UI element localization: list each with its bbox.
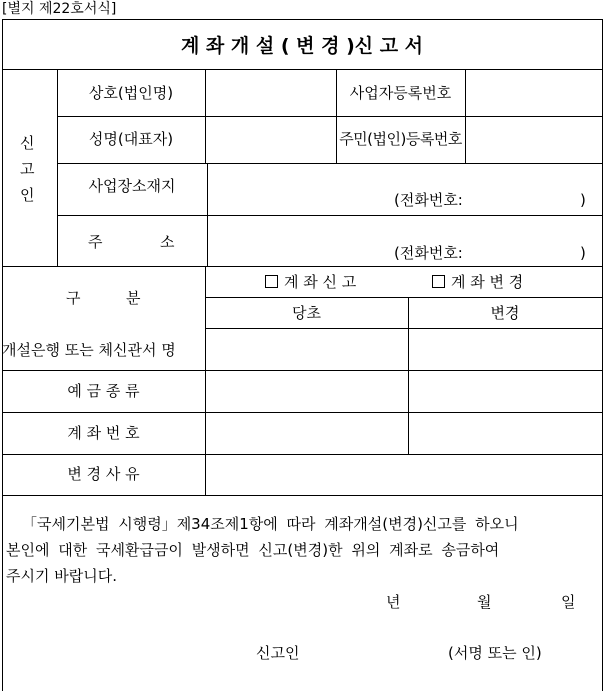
trade-name-label: 상호(법인명) [88, 84, 174, 102]
option-account-report[interactable] [265, 273, 356, 291]
statement-line: 「국세기본법 시행령」제34조제1항에 따라 계좌개설(변경)신고를 하오니 [22, 515, 519, 533]
date-year-label: 년 [386, 593, 401, 611]
address-label-part: 주 [88, 233, 103, 251]
change-reason-field[interactable] [206, 455, 602, 495]
phone-label: (전화번호: [394, 191, 463, 209]
bank-original-field[interactable] [206, 329, 408, 370]
bank-changed-field[interactable] [409, 329, 602, 370]
trade-name-field[interactable] [206, 70, 336, 116]
side-label-char: 신 [20, 134, 35, 152]
phone-close: ) [580, 191, 586, 209]
deposit-changed-field[interactable] [409, 371, 602, 412]
business-reg-no-field[interactable] [466, 70, 602, 116]
form-number: [별지 제22호서식] [2, 1, 117, 17]
phone-label: (전화번호: [394, 244, 463, 262]
checkbox-icon[interactable] [432, 275, 445, 288]
row-divider-reason [2, 495, 603, 496]
column-changed-header: 변경 [490, 304, 520, 322]
date-day-label: 일 [561, 593, 576, 611]
bank-name-label: 개설은행 또는 체신관서 명 [2, 341, 176, 359]
phone-close: ) [580, 244, 586, 262]
side-label-char: 인 [20, 186, 35, 204]
category-label-part: 분 [126, 289, 141, 307]
deposit-original-field[interactable] [206, 371, 408, 412]
form-title: 계 좌 개 설 ( 변 경 )신 고 서 [180, 35, 424, 57]
business-address-label: 사업장소재지 [88, 177, 176, 195]
address-field[interactable] [208, 216, 602, 266]
representative-name-field[interactable] [206, 117, 336, 163]
option-account-report-label: 계 좌 신 고 [284, 273, 357, 291]
outer-border-right [602, 19, 603, 691]
account-original-field[interactable] [206, 413, 408, 454]
column-original-header: 당초 [292, 304, 321, 322]
signer-label: 신고인 [256, 644, 300, 662]
option-account-change[interactable] [432, 273, 523, 291]
statement-line: 주시기 바랍니다. [6, 567, 117, 585]
option-account-change-label: 계 좌 변 경 [451, 273, 524, 291]
account-number-label: 계 좌 번 호 [67, 424, 140, 442]
date-month-label: 월 [477, 593, 492, 611]
resident-reg-no-field[interactable] [466, 117, 602, 163]
resident-reg-no-label: 주민(법인)등록번호 [339, 130, 462, 148]
signature-note: (서명 또는 인) [448, 644, 542, 662]
deposit-type-label: 예 금 종 류 [67, 382, 140, 400]
change-reason-label: 변 경 사 유 [67, 465, 140, 483]
statement-line: 본인에 대한 국세환급금이 발생하면 신고(변경)한 위의 계좌로 송금하여 [6, 541, 500, 559]
business-address-field[interactable] [208, 164, 602, 215]
category-label-part: 구 [66, 289, 81, 307]
representative-name-label: 성명(대표자) [88, 130, 174, 148]
section-divider [2, 266, 603, 267]
business-reg-no-label: 사업자등록번호 [349, 84, 452, 102]
account-changed-field[interactable] [409, 413, 602, 454]
address-label-part: 소 [160, 233, 175, 251]
category-options-divider [205, 297, 603, 298]
side-label-char: 고 [20, 160, 35, 178]
outer-border-top [2, 19, 603, 20]
checkbox-icon[interactable] [265, 275, 278, 288]
